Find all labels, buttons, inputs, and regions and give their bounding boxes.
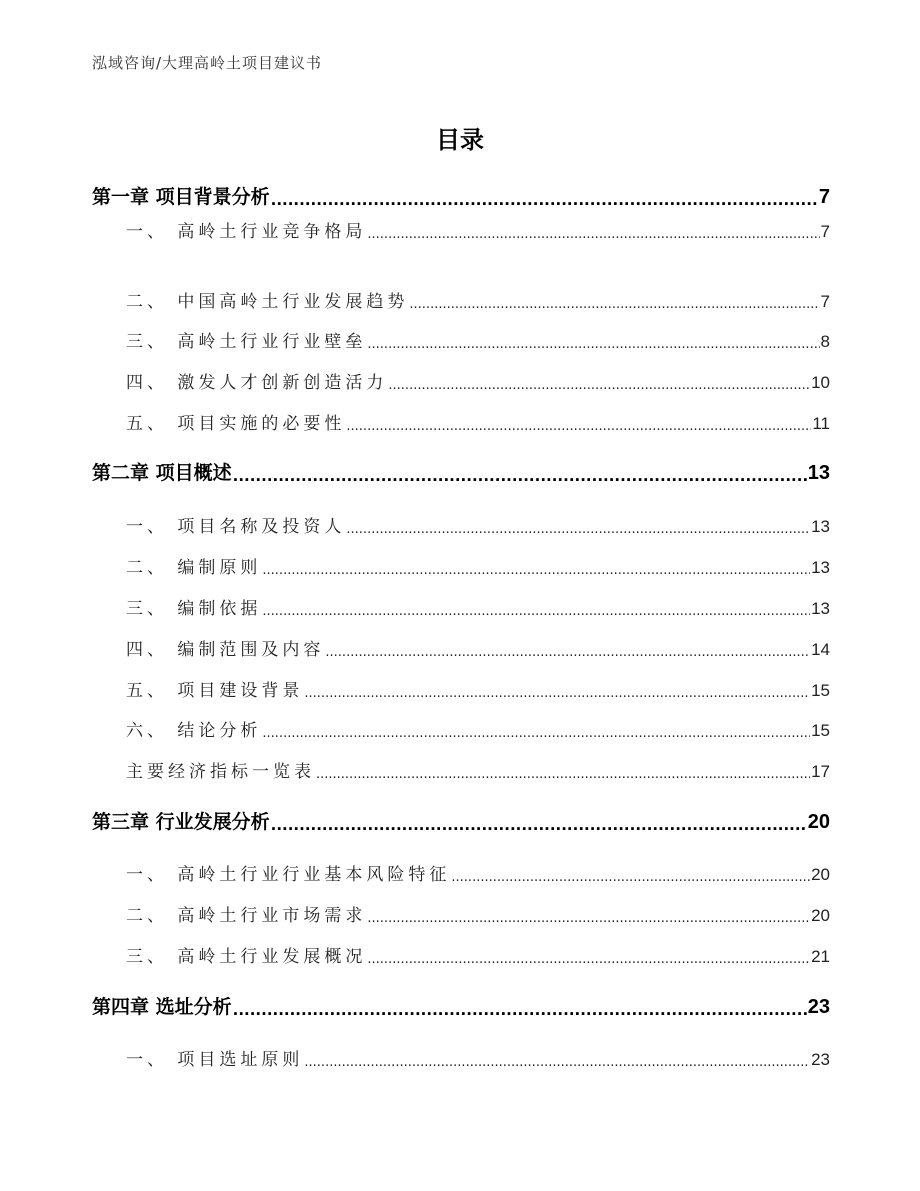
dot-leader bbox=[304, 1055, 810, 1070]
toc-section[interactable] bbox=[126, 902, 830, 926]
toc-section[interactable] bbox=[126, 1046, 830, 1070]
toc-label: 五、 项目建设背景 bbox=[126, 681, 304, 701]
toc-section[interactable] bbox=[126, 218, 830, 242]
toc-chapter-3[interactable] bbox=[92, 808, 830, 834]
toc-section[interactable] bbox=[126, 513, 830, 537]
toc-section[interactable] bbox=[126, 369, 830, 393]
toc-chapter-4[interactable] bbox=[92, 993, 830, 1019]
toc-page-number: 7 bbox=[820, 292, 830, 311]
toc-section[interactable] bbox=[126, 943, 830, 967]
dot-leader bbox=[346, 522, 810, 537]
toc-label: 三、 高岭土行业行业壁垒 bbox=[126, 332, 367, 352]
toc-page-number: 17 bbox=[811, 762, 830, 781]
dot-leader bbox=[271, 191, 818, 209]
dot-leader bbox=[271, 816, 807, 834]
toc-label: 主要经济指标一览表 bbox=[126, 762, 315, 782]
toc-label: 第二章 项目概述 bbox=[92, 462, 232, 484]
toc-page-number: 7 bbox=[818, 186, 830, 208]
toc-page-number: 13 bbox=[811, 558, 830, 577]
toc-section[interactable] bbox=[126, 677, 830, 701]
toc-label: 第一章 项目背景分析 bbox=[92, 186, 270, 208]
toc-label: 第四章 选址分析 bbox=[92, 996, 232, 1018]
toc-page-number: 15 bbox=[811, 681, 830, 700]
dot-leader bbox=[367, 911, 810, 926]
toc-label: 五、 项目实施的必要性 bbox=[126, 414, 346, 434]
dot-leader bbox=[451, 870, 810, 885]
dot-leader bbox=[409, 297, 819, 312]
toc-label: 二、 编制原则 bbox=[126, 558, 262, 578]
toc-section[interactable] bbox=[126, 410, 830, 434]
toc-page-number: 10 bbox=[811, 373, 830, 392]
dot-leader bbox=[388, 378, 810, 393]
dot-leader bbox=[367, 952, 810, 967]
toc-page-number: 20 bbox=[811, 906, 830, 925]
toc-chapter-2[interactable] bbox=[92, 459, 830, 485]
dot-leader bbox=[367, 227, 819, 242]
toc-label: 二、 中国高岭土行业发展趋势 bbox=[126, 292, 409, 312]
toc-chapter-1[interactable] bbox=[92, 183, 830, 209]
toc-page-number: 20 bbox=[807, 811, 830, 833]
dot-leader bbox=[346, 419, 811, 434]
dot-leader bbox=[233, 467, 807, 485]
toc-section[interactable] bbox=[126, 861, 830, 885]
dot-leader bbox=[325, 645, 810, 660]
toc-page-number: 7 bbox=[820, 222, 830, 241]
toc-section[interactable] bbox=[126, 717, 830, 741]
toc-section[interactable] bbox=[126, 554, 830, 578]
dot-leader bbox=[316, 767, 810, 782]
toc-label: 三、 高岭土行业发展概况 bbox=[126, 947, 367, 967]
toc-section[interactable] bbox=[126, 288, 830, 312]
toc-section[interactable] bbox=[126, 636, 830, 660]
toc-page-number: 13 bbox=[811, 599, 830, 618]
running-header: 泓域咨询/大理高岭土项目建议书 bbox=[92, 54, 323, 72]
toc-label: 三、 编制依据 bbox=[126, 599, 262, 619]
toc-label: 四、 编制范围及内容 bbox=[126, 640, 325, 660]
dot-leader bbox=[262, 726, 810, 741]
toc-label: 一、 高岭土行业竞争格局 bbox=[126, 222, 367, 242]
toc-page-number: 13 bbox=[811, 517, 830, 536]
toc-title: 目录 bbox=[436, 126, 484, 154]
toc-section[interactable] bbox=[126, 758, 830, 782]
toc-label: 一、 项目选址原则 bbox=[126, 1050, 304, 1070]
toc-page-number: 23 bbox=[811, 1050, 830, 1069]
toc-page-number: 15 bbox=[811, 721, 830, 740]
toc-label: 第三章 行业发展分析 bbox=[92, 811, 270, 833]
dot-leader bbox=[233, 1001, 807, 1019]
toc-page-number: 8 bbox=[820, 332, 830, 351]
toc-label: 六、 结论分析 bbox=[126, 721, 262, 741]
toc-section[interactable] bbox=[126, 595, 830, 619]
toc-page-number: 11 bbox=[812, 414, 830, 433]
toc-page-number: 20 bbox=[811, 865, 830, 884]
toc-page-number: 13 bbox=[807, 462, 830, 484]
dot-leader bbox=[262, 604, 810, 619]
toc-page-number: 23 bbox=[807, 996, 830, 1018]
dot-leader bbox=[367, 337, 819, 352]
toc-label: 四、 激发人才创新创造活力 bbox=[126, 373, 388, 393]
toc-page-number: 21 bbox=[811, 947, 830, 966]
dot-leader bbox=[304, 686, 810, 701]
dot-leader bbox=[262, 563, 810, 578]
toc-page-number: 14 bbox=[811, 640, 830, 659]
toc-label: 二、 高岭土行业市场需求 bbox=[126, 906, 367, 926]
toc-label: 一、 项目名称及投资人 bbox=[126, 517, 346, 537]
toc-section[interactable] bbox=[126, 328, 830, 352]
toc-label: 一、 高岭土行业行业基本风险特征 bbox=[126, 865, 451, 885]
